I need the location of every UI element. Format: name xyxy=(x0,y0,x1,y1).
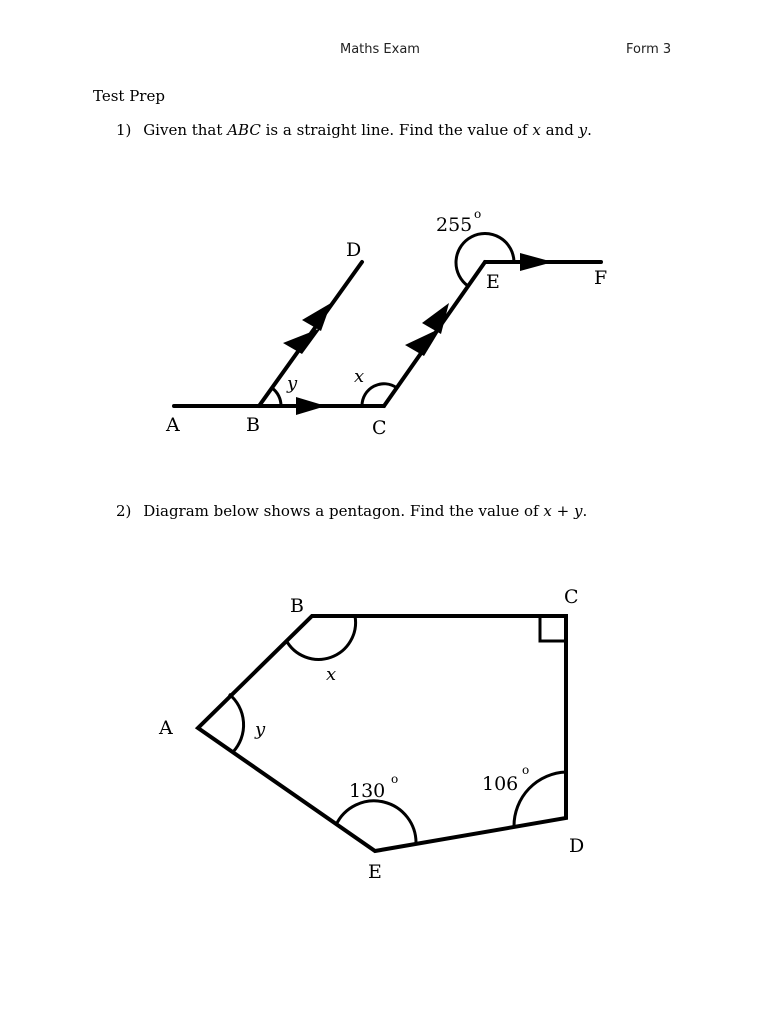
question-1-var-y: y xyxy=(578,121,588,139)
angle-255-label: 255 xyxy=(436,214,473,236)
vertex-b-label: B xyxy=(290,595,304,617)
question-1-text-before: Given that xyxy=(143,121,223,139)
question-2-expr-x: x xyxy=(543,502,552,520)
header-form: Form 3 xyxy=(626,42,672,57)
angle-106-label: 106 xyxy=(482,773,519,795)
point-c-label: C xyxy=(372,417,387,439)
question-2-expr-plus: + xyxy=(556,502,570,520)
question-2-expr-y: y xyxy=(573,502,583,520)
question-1-number: 1) xyxy=(116,121,132,139)
section-title: Test Prep xyxy=(93,87,165,105)
angle-y-label: y xyxy=(255,719,266,740)
angle-130-degree: o xyxy=(391,772,399,786)
question-1-var-x: x xyxy=(532,121,541,139)
question-1-text-and: and xyxy=(545,121,574,139)
point-d-label: D xyxy=(346,239,362,261)
angle-x-label: x xyxy=(354,366,365,387)
question-2-text-end: . xyxy=(582,502,588,520)
point-f-label: F xyxy=(594,267,608,289)
point-e-label: E xyxy=(486,271,500,293)
question-1-text-middle: is a straight line. Find the value of xyxy=(265,121,528,139)
vertex-a-label: A xyxy=(159,717,173,739)
angle-130-label: 130 xyxy=(349,780,386,802)
right-angle-mark xyxy=(540,616,566,641)
angle-255-degree: o xyxy=(474,207,482,221)
point-b-label: B xyxy=(246,414,260,436)
header-title: Maths Exam xyxy=(340,42,420,57)
angle-x-label: x xyxy=(326,664,337,685)
angle-y-label: y xyxy=(287,373,298,394)
question-1-text-end: . xyxy=(587,121,592,139)
vertex-c-label: C xyxy=(564,586,579,608)
vertex-e-label: E xyxy=(368,861,382,883)
angle-y-arc xyxy=(229,694,244,752)
question-2-text-before: Diagram below shows a pentagon. Find the value of xyxy=(143,502,539,520)
question-1-line-name: ABC xyxy=(227,121,261,139)
question-2-number: 2) xyxy=(116,502,132,520)
vertex-d-label: D xyxy=(569,835,585,857)
angle-106-degree: o xyxy=(522,763,530,777)
angle-130-arc xyxy=(336,801,416,844)
pentagon xyxy=(198,616,566,851)
point-a-label: A xyxy=(166,414,180,436)
angle-x-arc xyxy=(286,616,356,659)
